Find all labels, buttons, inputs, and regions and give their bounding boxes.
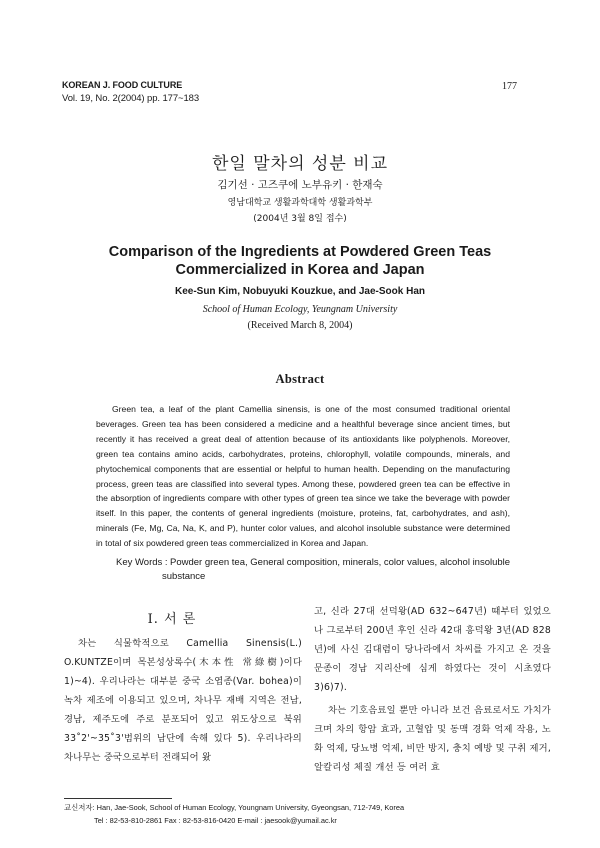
english-title <box>0 243 600 279</box>
english-affiliation: School of Human Ecology, Yeungnam University <box>202 304 398 315</box>
english-title-line2: Commercialized in Korea and Japan <box>175 262 425 278</box>
english-authors: Kee-Sun Kim, Nobuyuki Kouzkue, and Jae-Sook Han <box>174 286 426 297</box>
left-paragraph: 차는 식물학적으로 Camellia Sinensis(L.) O.KUNTZE이며 목본성상록수(木本性 常綠樹)이다 1)~4). 우리나라는 대부분 중국 소엽종(Var. bohea)이 녹차 제조에 이용되고 있으며, 차나무 재배 지역은 전남, 경남, 제주도에 주로 분포되어 있고 위도상으로 북위 33˚2'~35˚3'범위의 남단에 속해 있다 5). 우리나라의 차나무는 중국으로부터 전래되어 왔 <box>64 638 302 763</box>
korean-affiliation: 영남대학교 생활과학대학 생활과학부 <box>227 198 373 208</box>
right-paragraph-1: 고, 신라 27대 선덕왕(AD 632~647년) 때부터 있었으나 그로부터 200년 후인 신라 42대 흥덕왕 3년(AD 828년)에 사신 김대렴이 당나라에서 차씨를 가지고 온 것을 문종이 경남 지리산에 심게 하였다는 것이 시초였다3)6)7). <box>314 606 551 693</box>
right-column <box>314 602 551 777</box>
footnote-divider <box>64 798 172 799</box>
left-column <box>64 634 302 767</box>
footnote-contact: Tel : 82-53-810-2861 Fax : 82-53-816-0420 E-mail : jaesook@yumail.ac.kr <box>94 816 337 825</box>
journal-volume: Vol. 19, No. 2(2004) pp. 177~183 <box>62 93 200 104</box>
keywords-line2: substance <box>162 571 206 582</box>
footnote-correspondence: 교신저자: Han, Jae-Sook, School of Human Ecology, Youngnam University, Gyeongsan, 712-749, Korea <box>64 803 405 812</box>
page-number: 177 <box>502 81 517 92</box>
keywords-line1: Powder green tea, General composition, minerals, color values, alcohol insoluble <box>170 557 511 568</box>
english-received-date: (Received March 8, 2004) <box>247 320 353 331</box>
right-paragraph-2: 차는 기호음료일 뿐만 아니라 보건 음료로서도 가치가 크며 차의 항암 효과, 고혈압 및 동맥 경화 억제 작용, 노화 억제, 당뇨병 억제, 비만 방지, 충치 예방 및 구취 제거, 알칼리성 체질 개선 등 여러 효 <box>314 705 551 773</box>
abstract-text: Green tea, a leaf of the plant Camellia sinensis, is one of the most consumed traditional oriental beverages. Green tea has been considered a medicine and a healthful beverage since ancient times, but recently it has received a great deal of attention because of its antioxidants like polyphenols. Moreover, green tea contains amino acids, carbohydrates, proteins, chlorophyll, volatile compounds, minerals, and phytochemical components that are essential or helpful to human health. Depending on the manufacturing process, green teas are classified into several types. Among these, powdered green tea can be effective in the absorption of ingredients compare with other types of green tea since we take the beverage with powder itself. In this paper, the contents of general ingredients (moisture, proteins, fat, carbohydrates, and ash), minerals (Fe, Mg, Ca, Na, K, and P), hunter color values, and alcohol insoluble substance were determined in total of six powdered green teas commercialized in Korea and Japan. <box>96 404 510 549</box>
english-title-line1: Comparison of the Ingredients at Powdered Green Teas <box>108 244 492 260</box>
korean-title: 한일 말차의 성분 비교 <box>211 154 388 174</box>
abstract-heading: Abstract <box>275 372 325 386</box>
journal-header <box>62 79 199 105</box>
footnote <box>64 801 404 827</box>
korean-received-date: (2004년 3월 8일 접수) <box>253 214 347 224</box>
keywords-label: Key Words : <box>116 557 168 568</box>
keywords <box>116 556 516 584</box>
journal-name: KOREAN J. FOOD CULTURE <box>62 80 183 90</box>
section-heading: I. 서 론 <box>147 612 197 627</box>
korean-authors: 김기선 · 고즈쿠에 노부유키 · 한재숙 <box>217 179 383 191</box>
